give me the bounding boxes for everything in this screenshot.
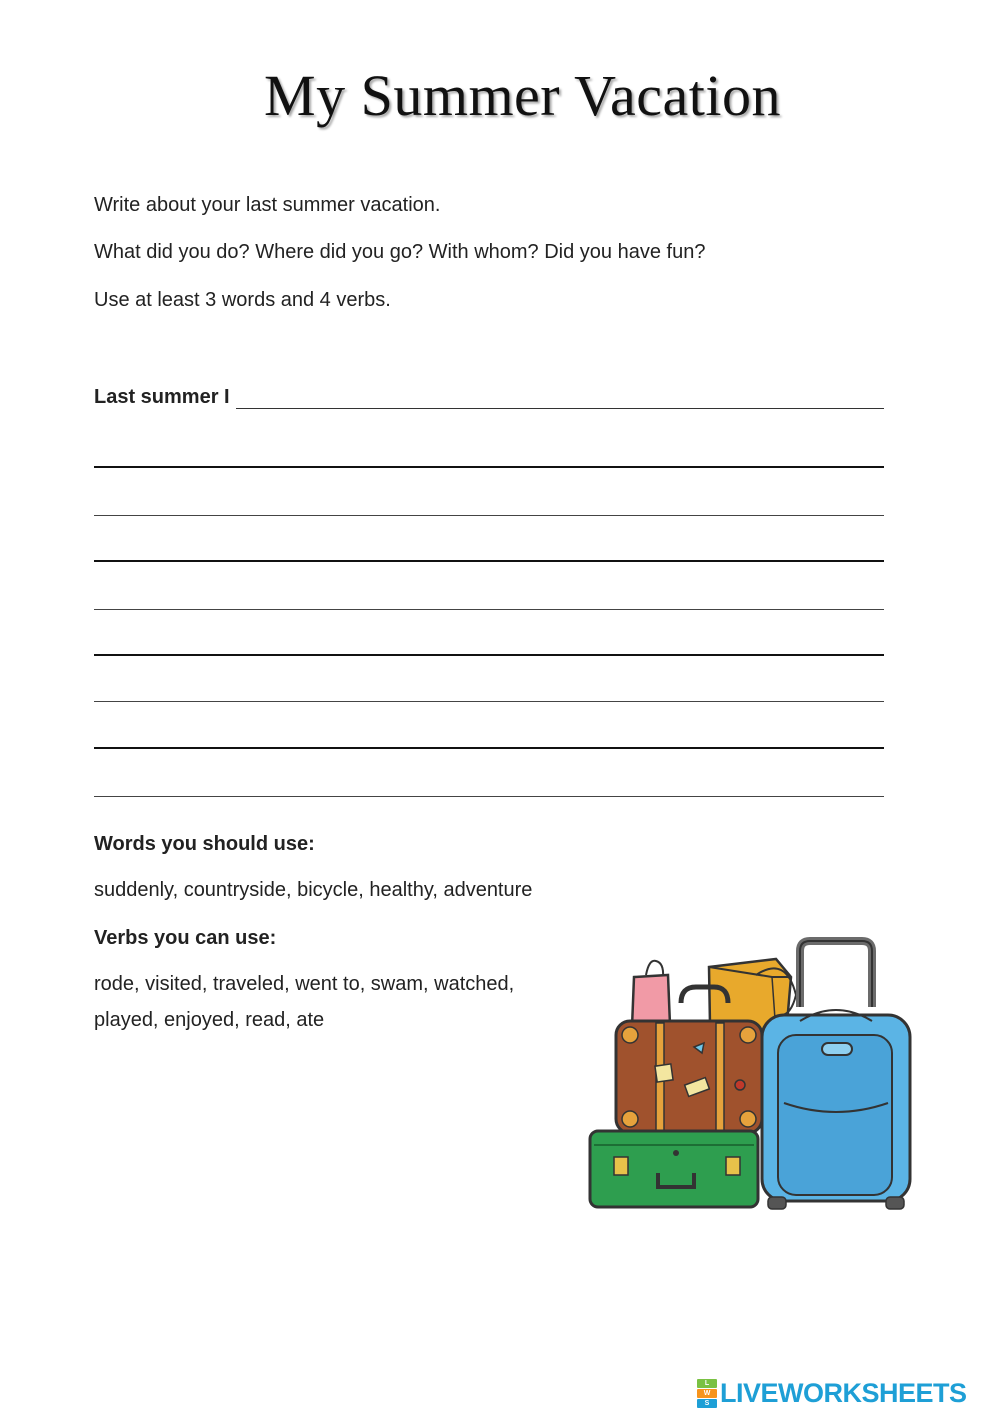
prompt-label: Last summer I bbox=[94, 386, 230, 408]
verbs-heading: Verbs you can use: bbox=[94, 927, 277, 949]
answer-line-7[interactable] bbox=[94, 721, 884, 749]
answer-line-5[interactable] bbox=[94, 628, 884, 656]
instruction-3: Use at least 3 words and 4 verbs. bbox=[94, 289, 391, 311]
green-suitcase-icon bbox=[590, 1131, 758, 1207]
answer-line-1[interactable] bbox=[94, 440, 884, 468]
luggage-illustration bbox=[586, 935, 916, 1220]
liveworksheets-logo[interactable] bbox=[697, 1376, 967, 1410]
page-title: My Summer Vacation bbox=[264, 63, 781, 128]
instruction-1: Write about your last summer vacation. bbox=[94, 194, 441, 216]
answer-line-6[interactable] bbox=[94, 674, 884, 702]
pink-bag-icon bbox=[632, 961, 670, 1027]
answer-line-8[interactable] bbox=[94, 769, 884, 797]
answer-line-3[interactable] bbox=[94, 534, 884, 562]
prompt-row bbox=[94, 383, 884, 409]
logo-text: LIVEWORKSHEETS bbox=[720, 1377, 967, 1408]
prompt-answer-input[interactable] bbox=[236, 386, 884, 409]
answer-line-2[interactable] bbox=[94, 488, 884, 516]
words-list: suddenly, countryside, bicycle, healthy, adventure bbox=[94, 879, 533, 901]
instruction-2: What did you do? Where did you go? With whom? Did you have fun? bbox=[94, 241, 706, 263]
verbs-list-line-1: rode, visited, traveled, went to, swam, watched, bbox=[94, 973, 515, 995]
words-heading: Words you should use: bbox=[94, 833, 315, 855]
answer-line-4[interactable] bbox=[94, 582, 884, 610]
verbs-list-line-2: played, enjoyed, read, ate bbox=[94, 1009, 325, 1031]
logo-badge-icon: L W S bbox=[697, 1379, 717, 1407]
